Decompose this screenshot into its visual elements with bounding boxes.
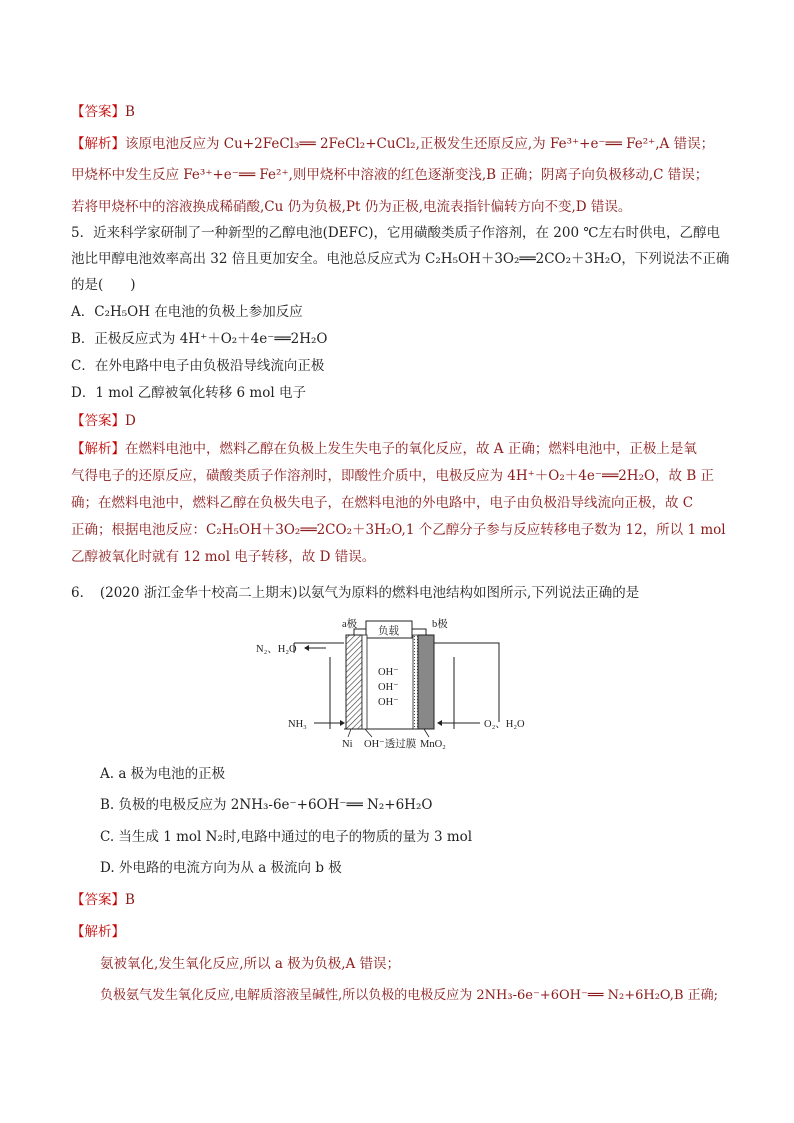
answer-q6 bbox=[71, 891, 721, 909]
o2-label: O₂、H₂O bbox=[484, 719, 525, 730]
analysis-q5-line-5: 乙醇被氧化时就有 12 mol 电子转移，故 D 错误。 bbox=[71, 549, 376, 565]
mno2-label: MnO₂ bbox=[420, 739, 446, 750]
ni-label: Ni bbox=[342, 739, 353, 750]
answer-tag: 【答案】 bbox=[71, 413, 125, 429]
analysis-q4-line-3: 若将甲烧杯中的溶液换成稀硝酸,Cu 仍为负极,Pt 仍为正极,电流表指针偏转方向不变,D 错误。 bbox=[71, 199, 632, 215]
q5-stem-line-2: 池比甲醇电池效率高出 32 倍且更加安全。电池总反应式为 C₂H₅OH＋3O₂══2CO₂＋3H₂O，下列说法不正确 bbox=[71, 251, 730, 267]
answer-tag: 【答案】 bbox=[71, 104, 125, 120]
analysis-q6-tag-line bbox=[71, 923, 721, 941]
oh-label-2: OH⁻ bbox=[378, 682, 399, 693]
load-label: 负载 bbox=[378, 626, 399, 637]
fuel-cell-diagram bbox=[254, 617, 544, 752]
q5-option-d: D．1 mol 乙醇被氧化转移 6 mol 电子 bbox=[71, 385, 306, 401]
q6-option-c: C. 当生成 1 mol N₂时,电路中通过的电子的物质的量为 3 mol bbox=[100, 829, 473, 845]
analysis-q6-line-2: 负极氨气发生氧化反应,电解质溶液呈碱性,所以负极的电极反应为 2NH₃-6e⁻+6OH⁻══ N₂+6H₂O,B 正确; bbox=[100, 988, 719, 1003]
q6-stem: 6． (2020 浙江金华十校高二上期末)以氨气为原料的燃料电池结构如图所示,下列说法正确的是 bbox=[71, 585, 640, 601]
q5-option-a: A．C₂H₅OH 在电池的负极上参加反应 bbox=[71, 304, 303, 320]
q6-option-a: A. a 极为电池的正极 bbox=[100, 766, 226, 782]
analysis-q5-line-4: 正确；根据电池反应：C₂H₅OH＋3O₂══2CO₂＋3H₂O,1 个乙醇分子参与反应转移电子数为 12，所以 1 mol bbox=[71, 522, 726, 538]
answer-value: B bbox=[125, 892, 135, 908]
answer-q5 bbox=[71, 412, 721, 430]
membrane-label: OH⁻透过膜 bbox=[364, 739, 417, 750]
q5-option-c: C．在外电路中电子由负极沿导线流向正极 bbox=[71, 358, 325, 374]
q6-option-d: D. 外电路的电流方向为从 a 极流向 b 极 bbox=[100, 860, 342, 876]
analysis-q5-line-1: 【解析】在燃料电池中，燃料乙醇在负极上发生失电子的氧化反应，故 A 正确；燃料电池中，正极上是氧 bbox=[71, 441, 697, 457]
answer-value: B bbox=[125, 104, 135, 120]
b-pole-label: b极 bbox=[432, 619, 448, 630]
q5-stem-line-1: 5．近来科学家研制了一种新型的乙醇电池(DEFC)，它用磺酸类质子作溶剂，在 200 ℃左右时供电，乙醇电 bbox=[71, 225, 720, 241]
q6-option-b: B. 负极的电极反应为 2NH₃-6e⁻+6OH⁻══ N₂+6H₂O bbox=[100, 797, 433, 813]
membrane-left bbox=[362, 635, 367, 729]
ni-electrode bbox=[346, 635, 362, 729]
analysis-tag: 【解析】 bbox=[71, 136, 125, 152]
analysis-q4-line-2: 甲烧杯中发生反应 Fe³⁺+e⁻══ Fe²⁺,则甲烧杯中溶液的红色逐渐变浅,B 正确；阴离子向负极移动,C 错误； bbox=[71, 167, 709, 183]
answer-tag: 【答案】 bbox=[71, 892, 125, 908]
analysis-q4-line-1: 【解析】该原电池反应为 Cu+2FeCl₃══ 2FeCl₂+CuCl₂,正极发生还原反应,为 Fe³⁺+e⁻══ Fe²⁺,A 错误； bbox=[71, 136, 715, 152]
q5-stem-line-3: 的是( ) bbox=[71, 277, 136, 293]
vessel-right bbox=[434, 643, 499, 722]
answer-q4 bbox=[71, 103, 721, 121]
mno2-electrode bbox=[418, 635, 434, 729]
analysis-q5-line-3: 确；在燃料电池中，燃料乙醇在负极失电子，在燃料电池的外电路中，电子由负极沿导线流向正极，故 C bbox=[71, 495, 694, 511]
q5-option-b: B．正极反应式为 4H⁺＋O₂＋4e⁻══2H₂O bbox=[71, 331, 328, 347]
membrane-right bbox=[413, 635, 418, 729]
answer-value: D bbox=[125, 413, 136, 429]
analysis-q5-line-2: 气得电子的还原反应，磺酸类质子作溶剂时，即酸性介质中，电极反应为 4H⁺＋O₂＋4e⁻══2H₂O，故 B 正 bbox=[71, 468, 715, 484]
a-pole-label: a极 bbox=[342, 619, 358, 630]
analysis-tag: 【解析】 bbox=[71, 441, 125, 457]
analysis-tag: 【解析】 bbox=[71, 924, 125, 940]
oh-label-1: OH⁻ bbox=[378, 667, 399, 678]
analysis-q6-line-1: 氨被氧化,发生氧化反应,所以 a 极为负极,A 错误； bbox=[100, 956, 401, 972]
nh3-label: NH₃ bbox=[288, 719, 307, 730]
wire-right bbox=[412, 629, 426, 635]
oh-label-3: OH⁻ bbox=[378, 697, 399, 708]
left-outlet-label: N₂、H₂O bbox=[256, 644, 297, 655]
